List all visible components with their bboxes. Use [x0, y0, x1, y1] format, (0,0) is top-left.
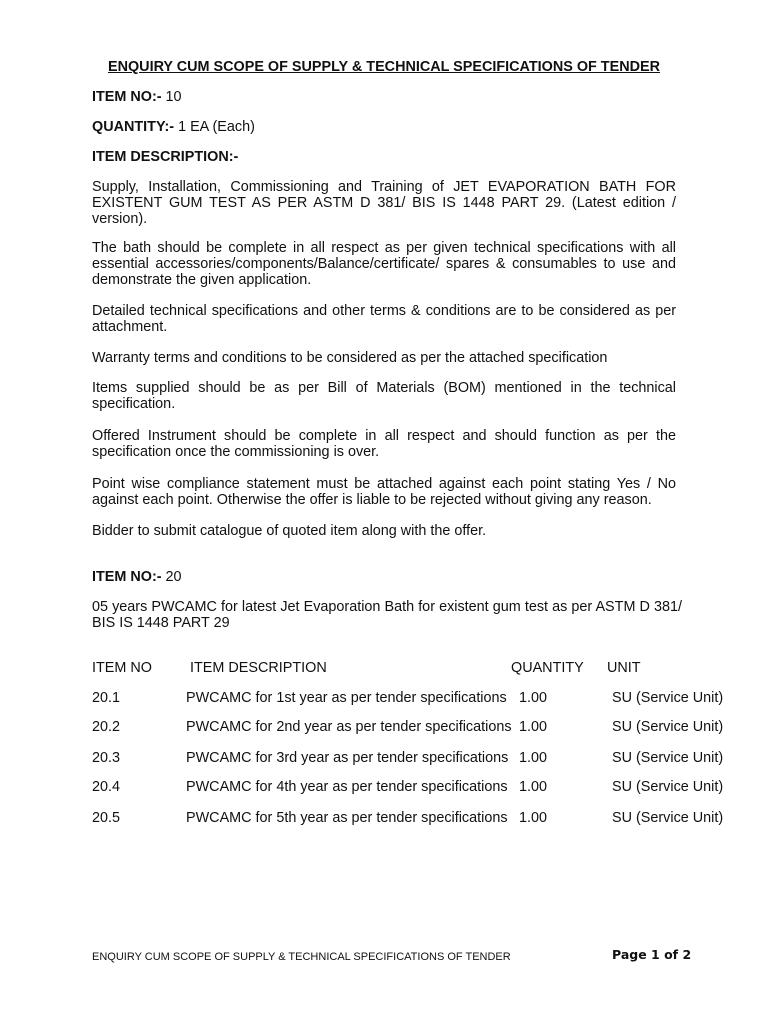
cell-unit: SU (Service Unit)	[612, 779, 724, 795]
cell-description: PWCAMC for 3rd year as per tender specifications	[186, 750, 509, 766]
cell-unit: SU (Service Unit)	[612, 810, 724, 826]
cell-item-no: 20.3	[92, 750, 121, 766]
cell-quantity: 1.00	[519, 779, 548, 795]
item-no-label: ITEM NO:-	[92, 569, 162, 585]
page-number: Page 1 of 2	[612, 947, 692, 962]
cell-quantity: 1.00	[519, 690, 548, 706]
paragraph: Items supplied should be as per Bill of Materials (BOM) mentioned in the technical specification.	[92, 380, 676, 412]
cell-quantity: 1.00	[519, 810, 548, 826]
item-10-number	[92, 89, 182, 105]
cell-quantity: 1.00	[519, 750, 548, 766]
header-quantity: QUANTITY	[511, 660, 584, 676]
item-no-value: 10	[165, 89, 182, 105]
quantity-value: 1 EA (Each)	[178, 119, 255, 135]
cell-description: PWCAMC for 4th year as per tender specifications	[186, 779, 508, 795]
cell-description: PWCAMC for 1st year as per tender specifications	[186, 690, 507, 706]
header-item-description: ITEM DESCRIPTION	[190, 660, 327, 676]
paragraph: Detailed technical specifications and other terms & conditions are to be considered as per attachment.	[92, 303, 676, 335]
item-no-label: ITEM NO:-	[92, 89, 162, 105]
cell-description: PWCAMC for 2nd year as per tender specifications	[186, 719, 512, 735]
paragraph: The bath should be complete in all respect as per given technical specifications with all essential accessories/components/Balance/certificate/ spares & consumables to use and demonstrate the given application.	[92, 240, 676, 288]
cell-item-no: 20.1	[92, 690, 121, 706]
cell-quantity: 1.00	[519, 719, 548, 735]
cell-unit: SU (Service Unit)	[612, 719, 724, 735]
item-20-description: 05 years PWCAMC for latest Jet Evaporation Bath for existent gum test as per ASTM D 381/ BIS IS 1448 PART 29	[92, 599, 682, 631]
paragraph: Warranty terms and conditions to be considered as per the attached specification	[92, 350, 608, 366]
item-10-quantity	[92, 119, 255, 135]
footer-title: ENQUIRY CUM SCOPE OF SUPPLY & TECHNICAL SPECIFICATIONS OF TENDER	[92, 951, 511, 963]
paragraph: Point wise compliance statement must be attached against each point stating Yes / No against each point. Otherwise the offer is liable to be rejected without giving any reason.	[92, 476, 676, 508]
cell-description: PWCAMC for 5th year as per tender specifications	[186, 810, 508, 826]
item-description-label: ITEM DESCRIPTION:-	[92, 149, 239, 165]
document-title: ENQUIRY CUM SCOPE OF SUPPLY & TECHNICAL SPECIFICATIONS OF TENDER	[108, 59, 660, 75]
cell-item-no: 20.4	[92, 779, 121, 795]
paragraph: Supply, Installation, Commissioning and Training of JET EVAPORATION BATH FOR EXISTENT GUM TEST AS PER ASTM D 381/ BIS IS 1448 PART 29. (Latest edition / version).	[92, 179, 676, 227]
paragraph: Offered Instrument should be complete in all respect and should function as per the specification once the commissioning is over.	[92, 428, 676, 460]
cell-item-no: 20.5	[92, 810, 121, 826]
header-item-no: ITEM NO	[92, 660, 152, 676]
cell-item-no: 20.2	[92, 719, 121, 735]
cell-unit: SU (Service Unit)	[612, 750, 724, 766]
quantity-label: QUANTITY:-	[92, 119, 175, 135]
item-20-number	[92, 569, 182, 585]
cell-unit: SU (Service Unit)	[612, 690, 724, 706]
header-unit: UNIT	[607, 660, 641, 676]
paragraph: Bidder to submit catalogue of quoted item along with the offer.	[92, 523, 487, 539]
item-no-value: 20	[165, 569, 182, 585]
